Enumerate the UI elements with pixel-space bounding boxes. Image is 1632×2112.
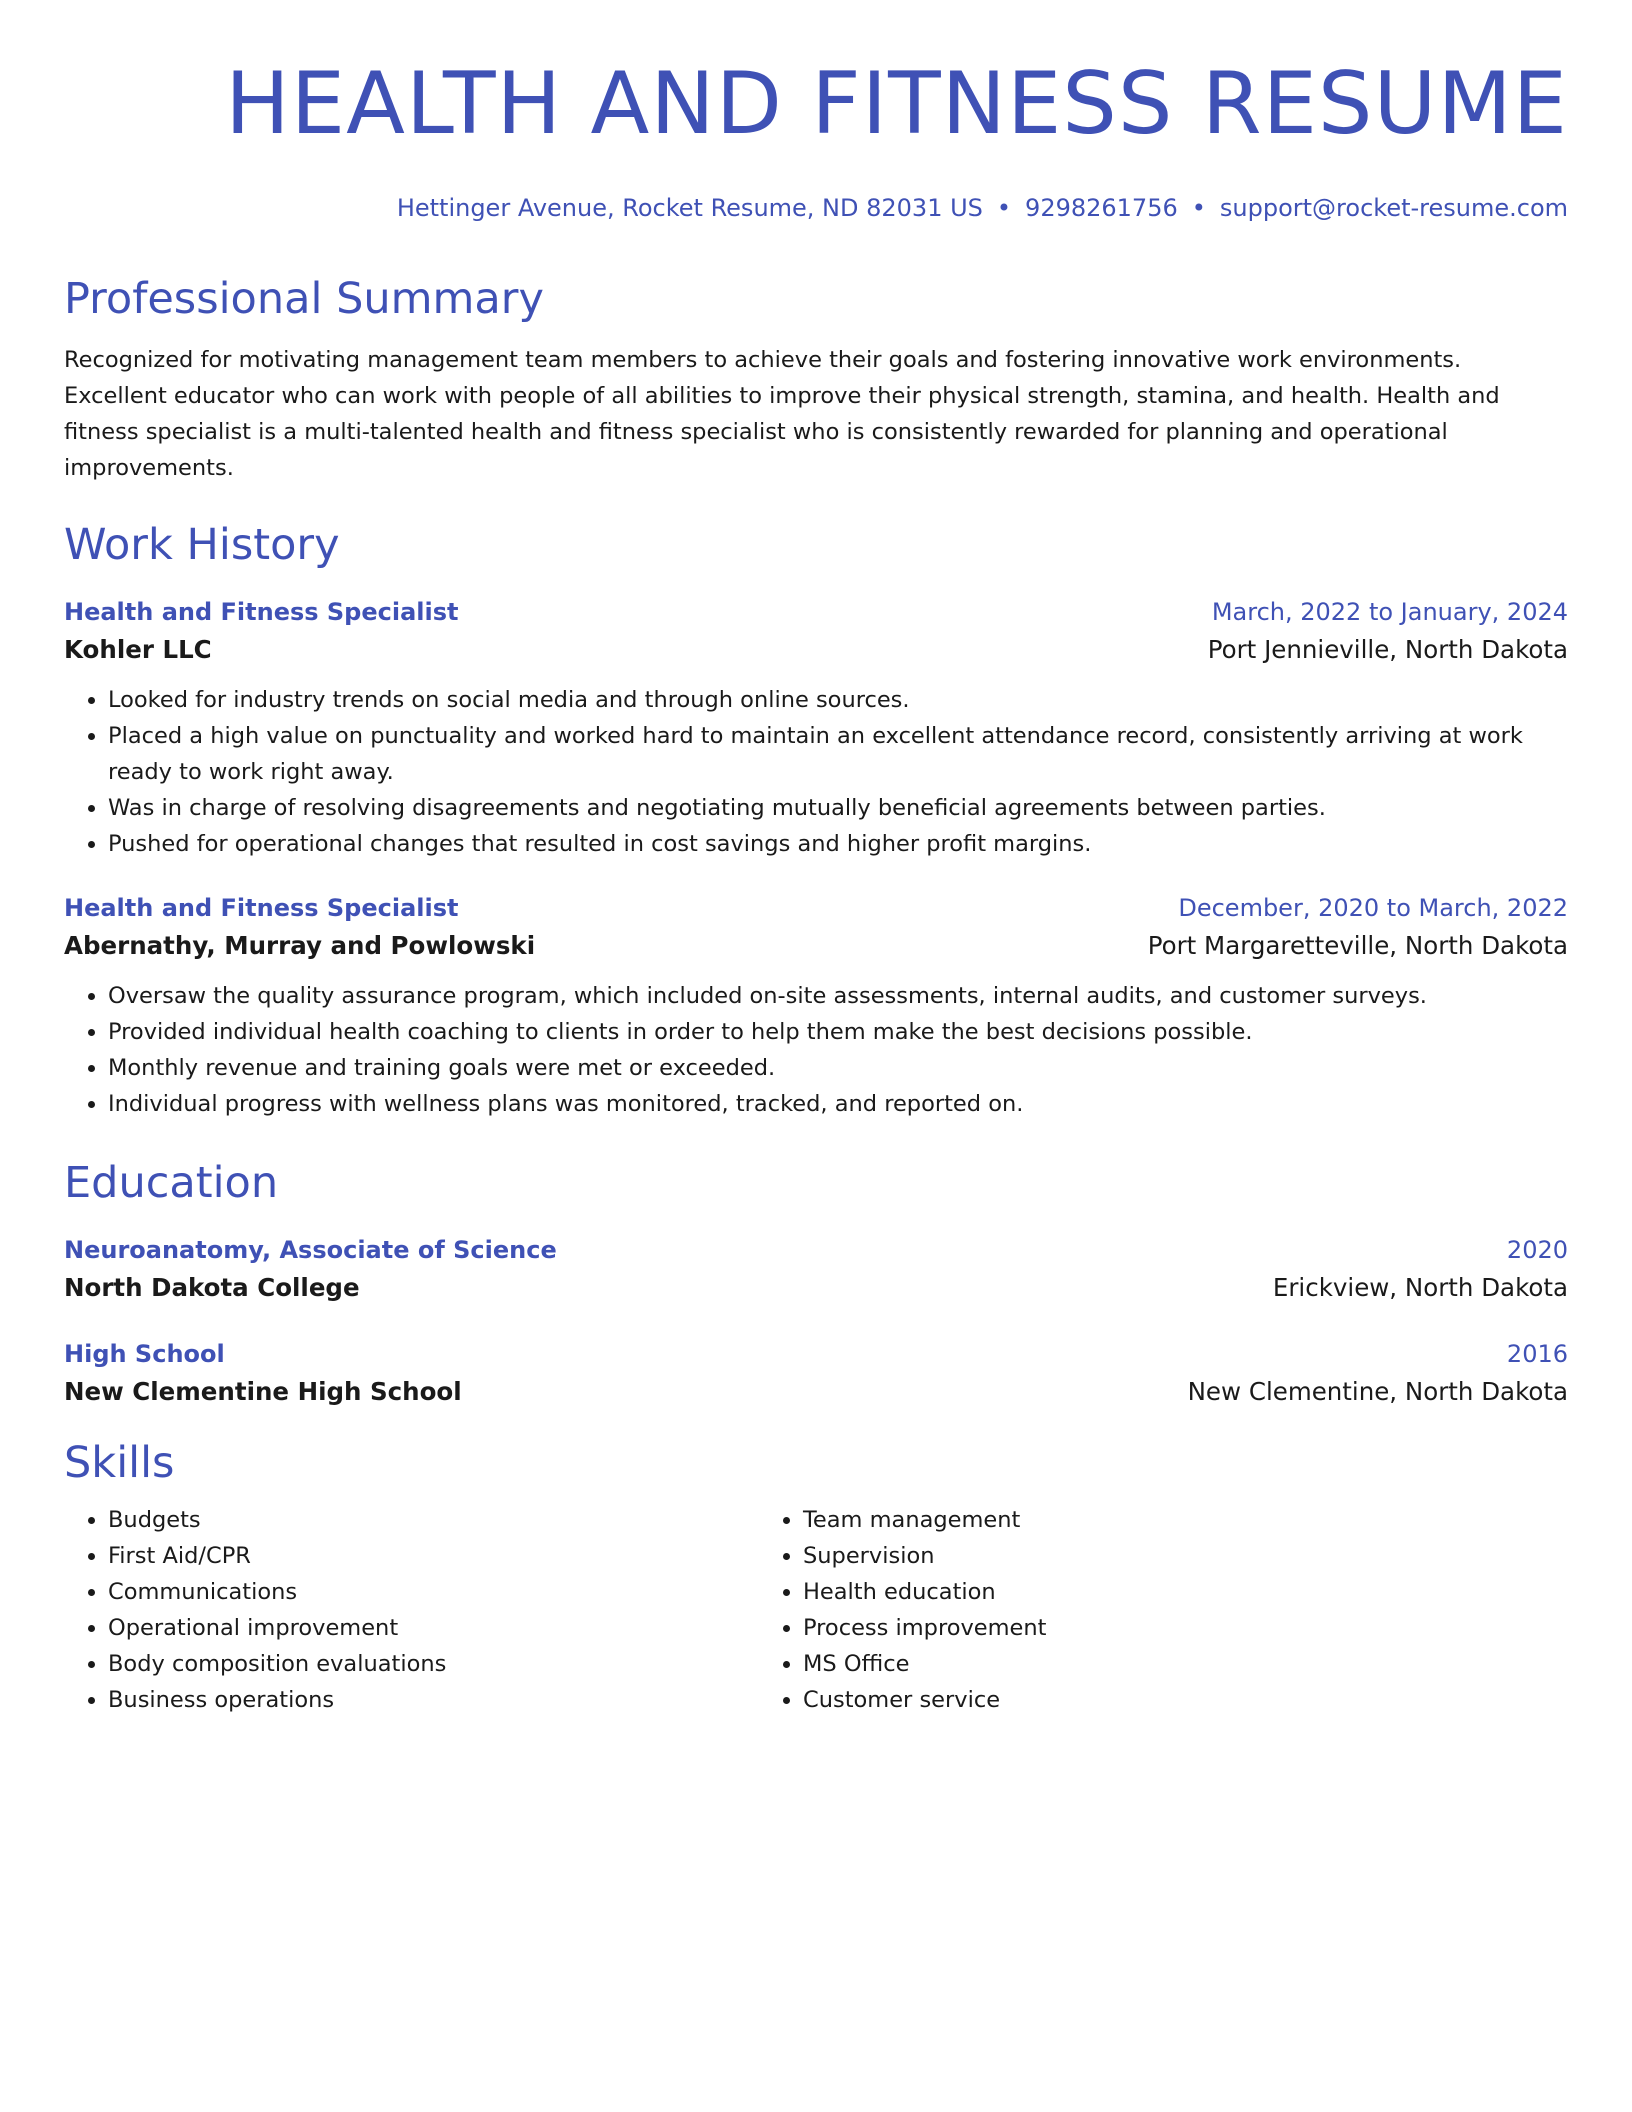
skills-columns (64, 1502, 1568, 1718)
skill-item: • Budgets (108, 1502, 759, 1538)
summary-text: Recognized for motivating management team members to achieve their goals and fostering innovative work environments. Excellent educator who can work with people of all abilities to improve their physical strength, stamina, and health. Health and fitness specialist is a multi-talented health and fitness specialist who is consistently rewarded for planning and operational improvements. (64, 347, 1500, 481)
job-bullet: • Was in charge of resolving disagreements and negotiating mutually beneficial agreements between parties. (108, 790, 1568, 826)
job-location: Port Jennieville, North Dakota (1207, 635, 1568, 664)
skill-item: • Health education (803, 1574, 1459, 1610)
skill-item: • Customer service (803, 1682, 1459, 1718)
skills-list-left (64, 1502, 759, 1718)
skills-heading: Skills (64, 1438, 175, 1488)
job-entry (64, 890, 1568, 1122)
job-role: Health and Fitness Specialist (64, 598, 459, 626)
job-company: Kohler LLC (64, 635, 212, 664)
education-degree: High School (64, 1340, 225, 1368)
skill-item: • MS Office (803, 1646, 1459, 1682)
contact-separator: • (996, 194, 1012, 222)
skill-item: • Process improvement (803, 1610, 1459, 1646)
job-dates: March, 2022 to January, 2024 (1211, 598, 1568, 626)
skill-item: • Supervision (803, 1538, 1459, 1574)
job-bullets (64, 978, 1568, 1122)
skill-item: • Body composition evaluations (108, 1646, 759, 1682)
education-location: Erickview, North Dakota (1272, 1273, 1568, 1302)
job-bullets (64, 682, 1568, 862)
skills-list-right (759, 1502, 1459, 1718)
job-bullet: • Monthly revenue and training goals were met or exceeded. (108, 1050, 1568, 1086)
job-dates: December, 2020 to March, 2022 (1178, 894, 1568, 922)
skill-item: • Communications (108, 1574, 759, 1610)
education-school: New Clementine High School (64, 1377, 462, 1406)
contact-email: support@rocket-resume.com (1219, 194, 1568, 222)
job-bullet: • Pushed for operational changes that resulted in cost savings and higher profit margins. (108, 826, 1568, 862)
summary-heading: Professional Summary (64, 274, 544, 324)
job-bullet: • Individual progress with wellness plans was monitored, tracked, and reported on. (108, 1086, 1568, 1122)
skill-item: • Business operations (108, 1682, 759, 1718)
education-year: 2016 (1506, 1340, 1568, 1368)
job-location: Port Margaretteville, North Dakota (1147, 931, 1568, 960)
contact-line (64, 192, 1568, 224)
contact-phone: 9298261756 (1025, 194, 1178, 222)
job-company: Abernathy, Murray and Powlowski (64, 931, 536, 960)
education-entry (64, 1232, 1568, 1308)
education-school: North Dakota College (64, 1273, 360, 1302)
resume-title: HEALTH AND FITNESS RESUME (225, 54, 1568, 154)
skill-item: • First Aid/CPR (108, 1538, 759, 1574)
skill-item: • Team management (803, 1502, 1459, 1538)
job-bullet: • Placed a high value on punctuality and worked hard to maintain an excellent attendance record, consistently arriving at work ready to work right away. (108, 718, 1568, 790)
job-role: Health and Fitness Specialist (64, 894, 459, 922)
work-history-heading: Work History (64, 520, 340, 570)
contact-address: Hettinger Avenue, Rocket Resume, ND 82031 US (396, 194, 983, 222)
job-entry (64, 594, 1568, 862)
job-bullet: • Provided individual health coaching to clients in order to help them make the best decisions possible. (108, 1014, 1568, 1050)
education-heading: Education (64, 1158, 279, 1208)
education-location: New Clementine, North Dakota (1187, 1377, 1568, 1406)
job-bullet: • Looked for industry trends on social media and through online sources. (108, 682, 1568, 718)
education-entry (64, 1336, 1568, 1412)
skill-item: • Operational improvement (108, 1610, 759, 1646)
education-year: 2020 (1506, 1236, 1568, 1264)
contact-separator: • (1191, 194, 1206, 222)
education-degree: Neuroanatomy, Associate of Science (64, 1236, 557, 1264)
job-bullet: • Oversaw the quality assurance program, which included on-site assessments, internal audits, and customer surveys. (108, 978, 1568, 1014)
